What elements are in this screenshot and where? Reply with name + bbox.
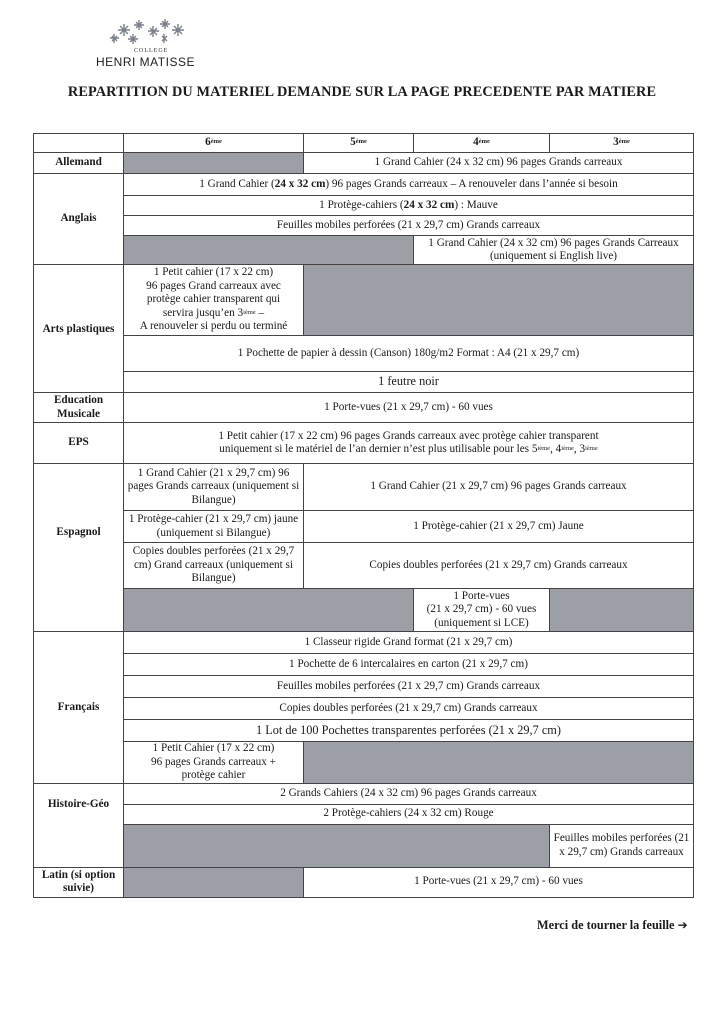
item-cell: 1 Classeur rigide Grand format (21 x 29,7 cm) xyxy=(124,632,694,654)
shaded-cell xyxy=(124,824,550,867)
item-cell: 2 Grands Cahiers (24 x 32 cm) 96 pages Grands carreaux xyxy=(124,783,694,804)
header-row xyxy=(34,134,694,153)
page-title: REPARTITION DU MATERIEL DEMANDE SUR LA PAGE PRECEDENTE PAR MATIERE xyxy=(67,84,657,100)
shaded-cell xyxy=(304,742,694,784)
table-row xyxy=(34,372,694,393)
school-logo xyxy=(96,18,196,70)
table-row xyxy=(34,423,694,464)
table-row xyxy=(34,867,694,897)
shaded-cell xyxy=(124,589,414,632)
item-cell: 1 Grand Cahier (24 x 32 cm) 96 pages Grands Carreaux (uniquement si English live) xyxy=(414,236,694,265)
turn-page-note: Merci de tourner la feuille ➔ xyxy=(537,918,688,932)
item-cell: 1 Grand Cahier (24 x 32 cm) 96 pages Grands carreaux – A renouveler dans l’année si besoin xyxy=(124,174,694,196)
table-row xyxy=(34,654,694,676)
col-header-3eme: 3ème xyxy=(550,134,694,153)
item-cell: 1 Pochette de papier à dessin (Canson) 180g/m2 Format : A4 (21 x 29,7 cm) xyxy=(124,336,694,372)
shaded-cell xyxy=(550,589,694,632)
subject-latin: Latin (si option suivie) xyxy=(34,867,124,897)
table-row xyxy=(34,824,694,867)
table-row xyxy=(34,720,694,742)
item-cell: 1 Pochette de 6 intercalaires en carton (21 x 29,7 cm) xyxy=(124,654,694,676)
shaded-cell xyxy=(124,236,414,265)
item-cell: 1 Protège-cahier (21 x 29,7 cm) jaune (uniquement si Bilangue) xyxy=(124,511,304,543)
item-cell: 1 Grand Cahier (24 x 32 cm) 96 pages Grands carreaux xyxy=(304,153,694,174)
item-cell: 1 Protège-cahier (21 x 29,7 cm) Jaune xyxy=(304,511,694,543)
table-row xyxy=(34,804,694,824)
college-label: COLLEGE xyxy=(134,48,169,54)
item-cell: Feuilles mobiles perforées (21 x 29,7 cm) Grands carreaux xyxy=(124,676,694,698)
item-cell: 2 Protège-cahiers (24 x 32 cm) Rouge xyxy=(124,804,694,824)
table-row xyxy=(34,174,694,196)
subject-arts-plastiques: Arts plastiques xyxy=(34,265,124,393)
corner-cell xyxy=(34,134,124,153)
table-row xyxy=(34,783,694,804)
item-cell: 1 Grand Cahier (21 x 29,7 cm) 96 pages Grands carreaux (uniquement si Bilangue) xyxy=(124,464,304,511)
item-cell: Feuilles mobiles perforées (21 x 29,7 cm) Grands carreaux xyxy=(550,824,694,867)
col-header-4eme: 4ème xyxy=(414,134,550,153)
item-cell: Copies doubles perforées (21 x 29,7 cm) Grand carreaux (uniquement si Bilangue) xyxy=(124,543,304,589)
item-cell: 1 Petit Cahier (17 x 22 cm) 96 pages Grands carreaux + protège cahier xyxy=(124,742,304,784)
item-cell: 1 Grand Cahier (21 x 29,7 cm) 96 pages Grands carreaux xyxy=(304,464,694,511)
table-row xyxy=(34,336,694,372)
arrow-right-icon: ➔ xyxy=(677,918,688,932)
subject-francais: Français xyxy=(34,632,124,784)
col-header-6eme: 6ème xyxy=(124,134,304,153)
table-row xyxy=(34,236,694,265)
table-row xyxy=(34,216,694,236)
table-row xyxy=(34,511,694,543)
table-row xyxy=(34,589,694,632)
item-cell: 1 Lot de 100 Pochettes transparentes perforées (21 x 29,7 cm) xyxy=(124,720,694,742)
table-row xyxy=(34,196,694,216)
table-row xyxy=(34,265,694,336)
item-cell: 1 Porte-vues (21 x 29,7 cm) - 60 vues xyxy=(124,393,694,423)
shaded-cell xyxy=(124,867,304,897)
item-cell: Feuilles mobiles perforées (21 x 29,7 cm) Grands carreaux xyxy=(124,216,694,236)
table-row xyxy=(34,698,694,720)
subject-allemand: Allemand xyxy=(34,153,124,174)
school-name: HENRI MATISSE xyxy=(96,55,195,69)
subject-espagnol: Espagnol xyxy=(34,464,124,632)
item-cell: 1 Protège-cahiers (24 x 32 cm) : Mauve xyxy=(124,196,694,216)
shaded-cell xyxy=(124,153,304,174)
table-row xyxy=(34,543,694,589)
item-cell: 1 feutre noir xyxy=(124,372,694,393)
table-row xyxy=(34,676,694,698)
table-row xyxy=(34,153,694,174)
table-row xyxy=(34,393,694,423)
subject-eps: EPS xyxy=(34,423,124,464)
table-row xyxy=(34,632,694,654)
snowflakes-icon xyxy=(106,18,192,48)
item-cell: 1 Porte-vues (21 x 29,7 cm) - 60 vues (uniquement si LCE) xyxy=(414,589,550,632)
table-row xyxy=(34,464,694,511)
col-header-5eme: 5ème xyxy=(304,134,414,153)
item-cell: Copies doubles perforées (21 x 29,7 cm) Grands carreaux xyxy=(304,543,694,589)
item-cell: 1 Porte-vues (21 x 29,7 cm) - 60 vues xyxy=(304,867,694,897)
item-cell: Copies doubles perforées (21 x 29,7 cm) Grands carreaux xyxy=(124,698,694,720)
subject-histoire-geo: Histoire-Géo xyxy=(34,783,124,867)
subject-anglais: Anglais xyxy=(34,174,124,265)
supply-table xyxy=(33,133,694,898)
item-cell: 1 Petit cahier (17 x 22 cm) 96 pages Grands carreaux avec protège cahier transparent uniquement si le matériel de l’an dernier n’est plus utilisable pour les 5ième, 4ième, 3ième xyxy=(124,423,694,464)
table-row xyxy=(34,742,694,784)
item-cell: 1 Petit cahier (17 x 22 cm) 96 pages Grand carreaux avec protège cahier transparent qui servira jusqu’en 3ième – A renouveler si perdu ou terminé xyxy=(124,265,304,336)
shaded-cell xyxy=(304,265,694,336)
subject-education-musicale: Education Musicale xyxy=(34,393,124,423)
